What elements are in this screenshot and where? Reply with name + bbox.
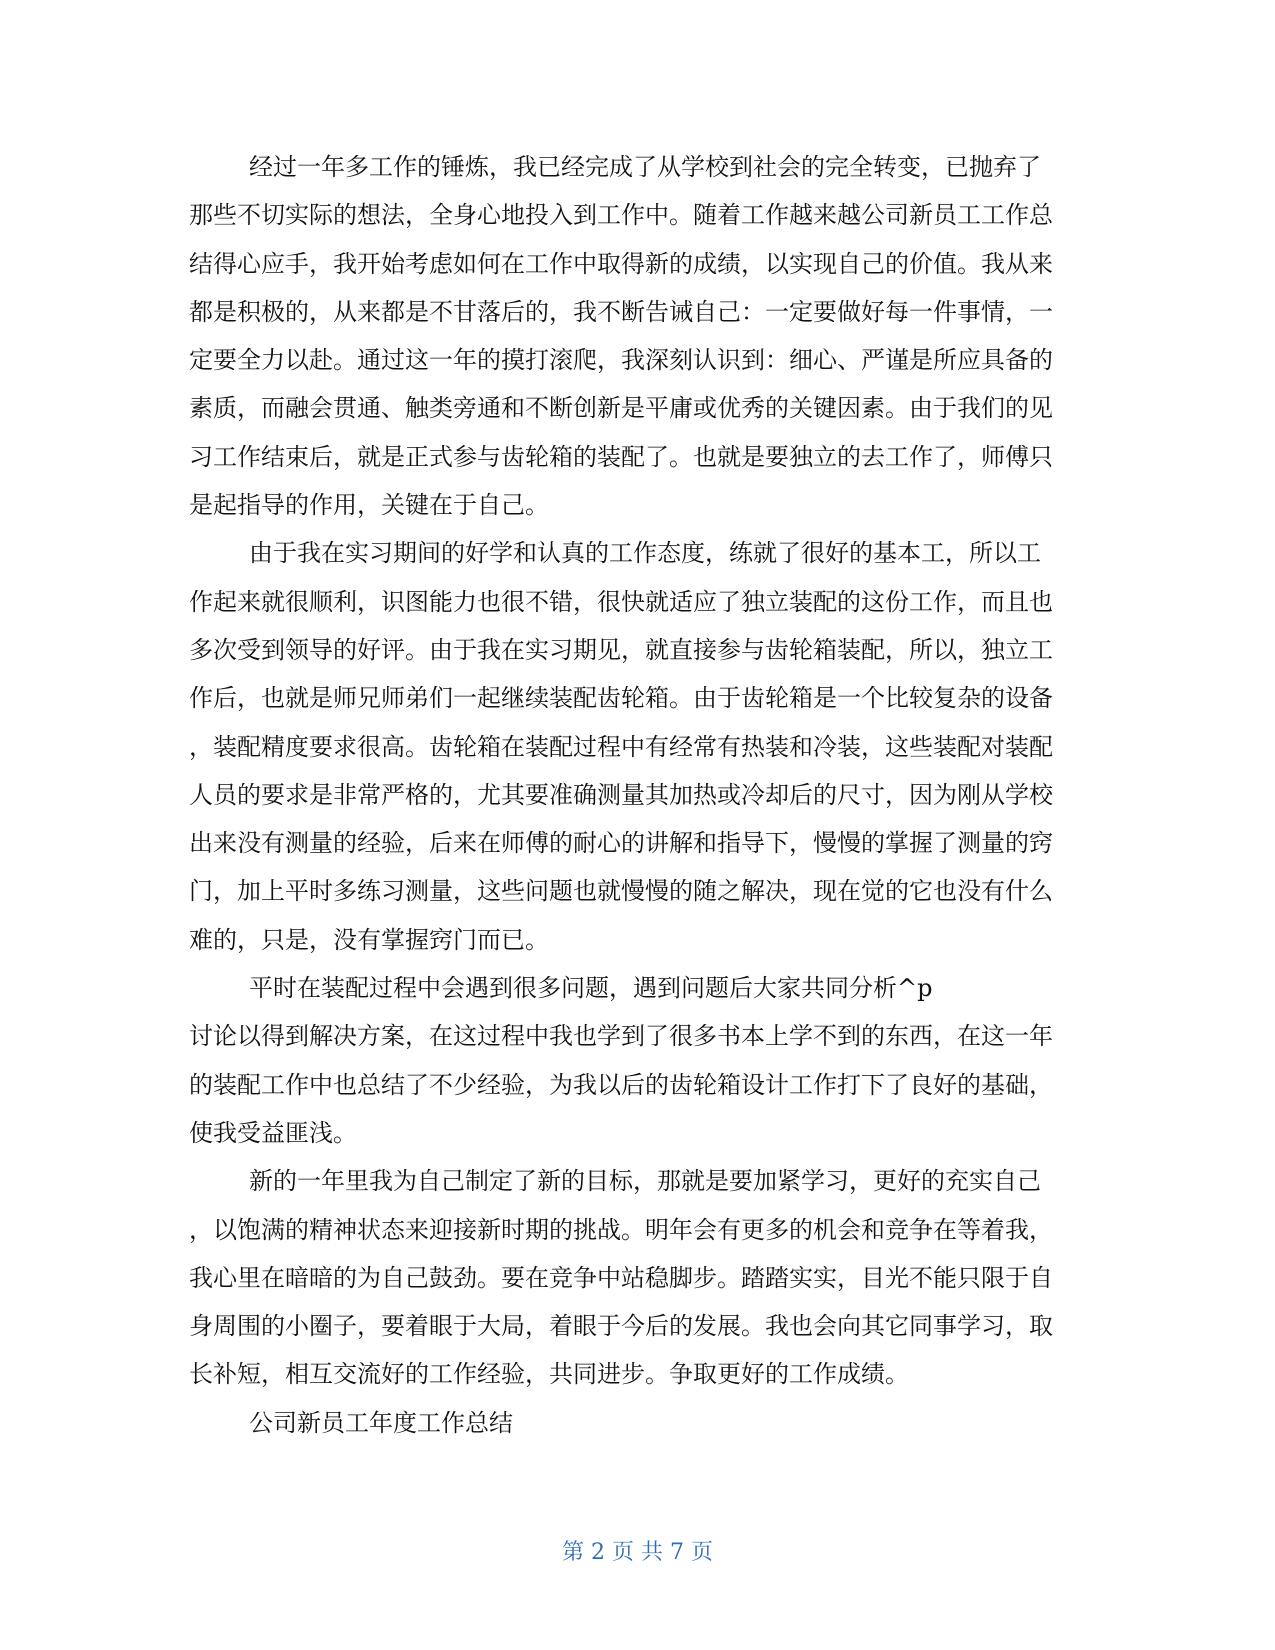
- section-title: 公司新员工年度工作总结: [249, 1408, 513, 1437]
- text-line: 多次受到领导的好评。由于我在实习期见，就直接参与齿轮箱装配，所以，独立工: [189, 635, 1053, 664]
- text-line: 长补短，相互交流好的工作经验，共同进步。争取更好的工作成绩。: [189, 1360, 909, 1389]
- text-line: 的装配工作中也总结了不少经验，为我以后的齿轮箱设计工作打下了良好的基础，: [189, 1070, 1053, 1099]
- text-line: 我心里在暗暗的为自己鼓劲。要在竞争中站稳脚步。踏踏实实，目光不能只限于自: [189, 1263, 1053, 1292]
- text-line: 都是积极的，从来都是不甘落后的，我不断告诫自己：一定要做好每一件事情，一: [189, 297, 1053, 326]
- text-line: ，装配精度要求很高。齿轮箱在装配过程中有经常有热装和冷装，这些装配对装配: [189, 732, 1053, 761]
- text-line: 结得心应手，我开始考虑如何在工作中取得新的成绩，以实现自己的价值。我从来: [189, 249, 1053, 278]
- text-line: 身周围的小圈子，要着眼于大局，着眼于今后的发展。我也会向其它同事学习，取: [189, 1312, 1053, 1341]
- text-line: 那些不切实际的想法，全身心地投入到工作中。随着工作越来越公司新员工工作总: [189, 201, 1053, 230]
- text-line: 讨论以得到解决方案，在这过程中我也学到了很多书本上学不到的东西，在这一年: [189, 1022, 1053, 1051]
- page-indicator: 第 2 页 共 7 页: [562, 1540, 713, 1565]
- text-line: 作起来就很顺利，识图能力也很不错，很快就适应了独立装配的这份工作，而且也: [189, 587, 1053, 616]
- paragraph-1: [189, 143, 1089, 529]
- paragraph-5: [189, 1399, 1089, 1447]
- text-line: 出来没有测量的经验，后来在师傅的耐心的讲解和指导下，慢慢的掌握了测量的窍: [189, 829, 1053, 858]
- paragraph-4: [189, 1157, 1089, 1398]
- text-line: 平时在装配过程中会遇到很多问题，遇到问题后大家共同分析^p: [249, 974, 933, 1003]
- text-line: 门，加上平时多练习测量，这些问题也就慢慢的随之解决，现在觉的它也没有什么: [189, 877, 1053, 906]
- text-line: 人员的要求是非常严格的，尤其要准确测量其加热或冷却后的尺寸，因为刚从学校: [189, 780, 1053, 809]
- text-line: 素质，而融会贯通、触类旁通和不断创新是平庸或优秀的关键因素。由于我们的见: [189, 394, 1053, 423]
- paragraph-2: [189, 529, 1089, 964]
- text-line: 定要全力以赴。通过这一年的摸打滚爬，我深刻认识到：细心、严谨是所应具备的: [189, 346, 1053, 375]
- text-line: 是起指导的作用，关键在于自己。: [189, 491, 549, 520]
- text-line: 使我受益匪浅。: [189, 1118, 357, 1147]
- text-line: 经过一年多工作的锤炼，我已经完成了从学校到社会的完全转变，已抛弃了: [249, 153, 1041, 181]
- document-body: [189, 143, 1089, 1447]
- text-line: 作后，也就是师兄师弟们一起继续装配齿轮箱。由于齿轮箱是一个比较复杂的设备: [189, 684, 1053, 713]
- text-line: ，以饱满的精神状态来迎接新时期的挑战。明年会有更多的机会和竞争在等着我，: [189, 1215, 1053, 1244]
- text-line: 由于我在实习期间的好学和认真的工作态度，练就了很好的基本工，所以工: [249, 539, 1041, 568]
- text-line: 新的一年里我为自己制定了新的目标，那就是要加紧学习，更好的充实自己: [249, 1167, 1041, 1196]
- text-line: 难的，只是，没有掌握窍门而已。: [189, 925, 549, 954]
- paragraph-3: [189, 964, 1089, 1157]
- text-line: 习工作结束后，就是正式参与齿轮箱的装配了。也就是要独立的去工作了，师傅只: [189, 442, 1053, 471]
